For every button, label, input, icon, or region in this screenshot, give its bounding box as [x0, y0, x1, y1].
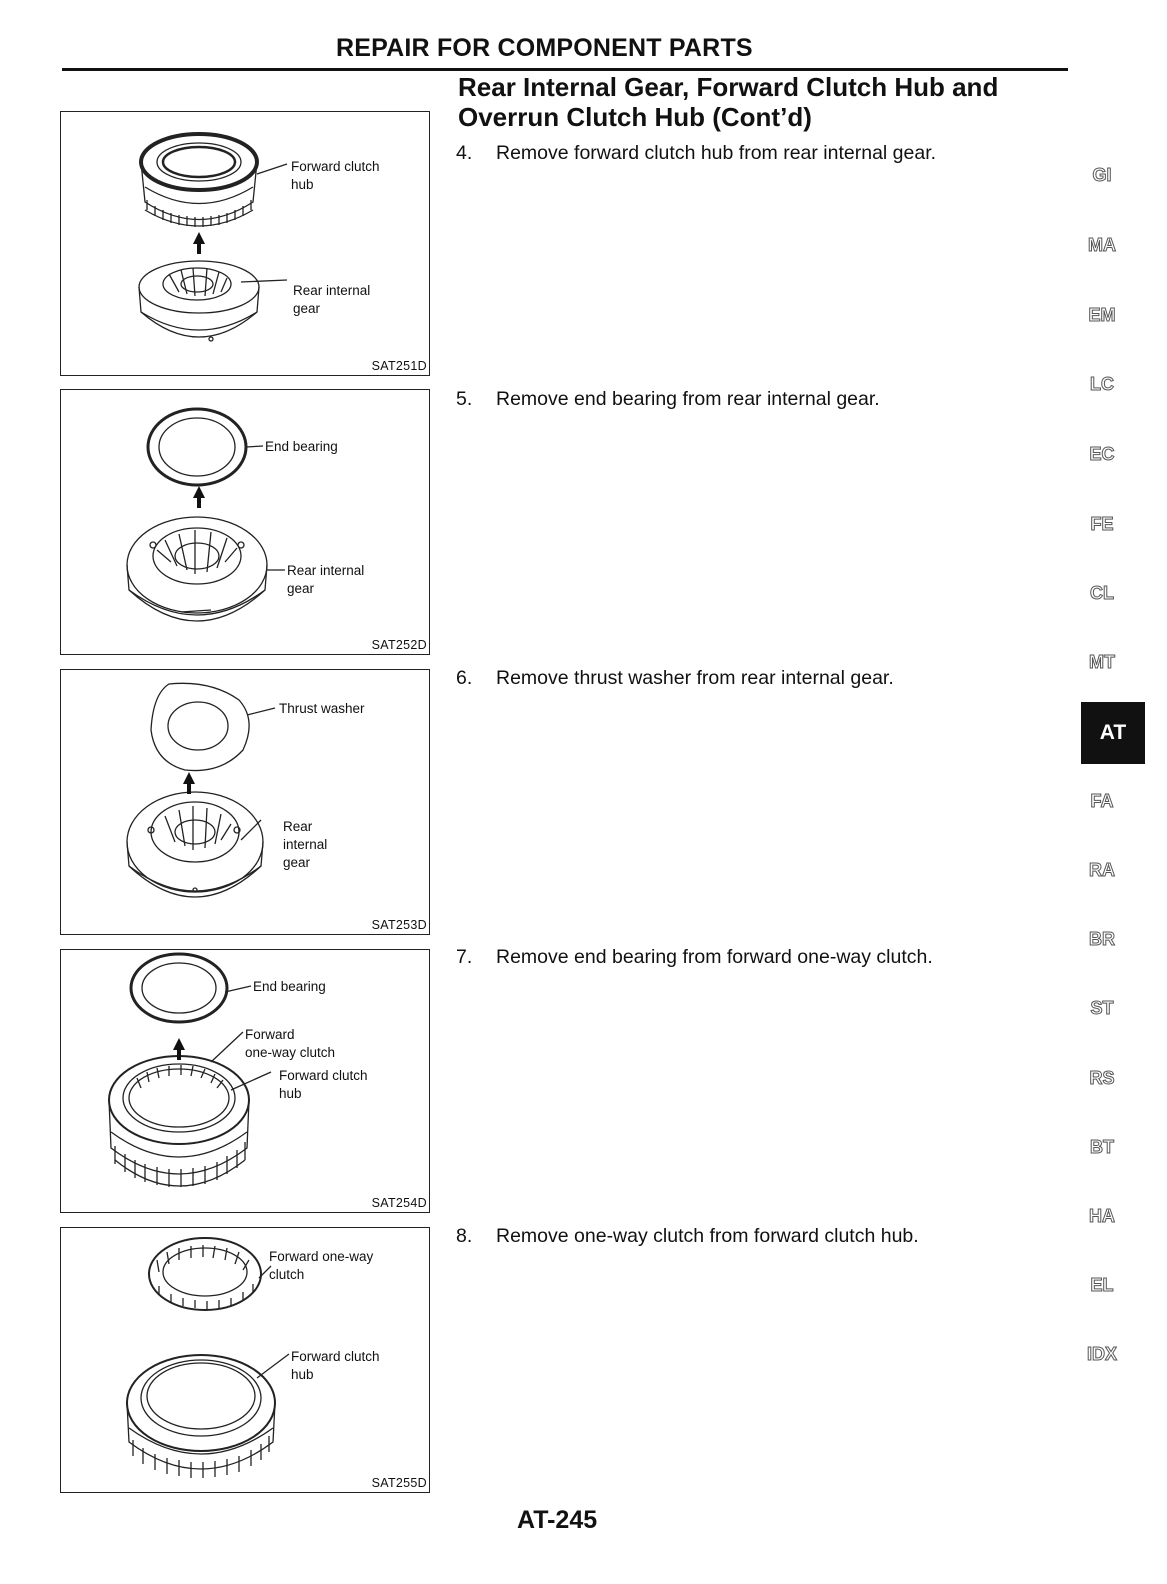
end-bearing-one-way-clutch-hub-illustration: [61, 950, 429, 1212]
figure-code: SAT253D: [371, 918, 427, 932]
side-tab-rs[interactable]: RS: [1089, 1068, 1115, 1088]
figure-code: SAT252D: [371, 638, 427, 652]
figure-code: SAT255D: [371, 1476, 427, 1490]
step-5: [456, 388, 880, 411]
side-tab-cl[interactable]: CL: [1090, 583, 1114, 603]
page-number: AT-245: [517, 1506, 598, 1534]
side-tab-gi[interactable]: GI: [1092, 165, 1112, 185]
label-forward-one-way-clutch: Forward one-way clutch: [269, 1249, 374, 1282]
step-text: Remove end bearing from forward one-way clutch.: [496, 946, 933, 968]
page-header-title: REPAIR FOR COMPONENT PARTS: [336, 34, 753, 62]
side-tab-idx[interactable]: IDX: [1086, 1344, 1117, 1364]
step-text: Remove forward clutch hub from rear internal gear.: [496, 142, 937, 164]
side-tab-bt[interactable]: BT: [1090, 1137, 1114, 1157]
figure-code: SAT254D: [371, 1196, 427, 1210]
side-tab-ha[interactable]: HA: [1089, 1206, 1115, 1226]
step-4: [456, 142, 936, 165]
side-tab-ra[interactable]: RA: [1089, 860, 1115, 880]
label-forward-one-way-clutch: Forward one-way clutch: [245, 1027, 336, 1060]
label-rear-internal-gear: Rear internal gear: [293, 283, 371, 316]
side-tab-fe[interactable]: FE: [1090, 514, 1114, 534]
step-number: 8.: [456, 1225, 473, 1247]
step-number: 4.: [456, 142, 473, 164]
step-text: Remove thrust washer from rear internal gear.: [496, 667, 894, 689]
step-number: 7.: [456, 946, 473, 968]
side-tab-el[interactable]: EL: [1090, 1275, 1114, 1295]
label-forward-clutch-hub: Forward clutch hub: [291, 1349, 380, 1382]
figure-sat251d: [60, 111, 430, 376]
label-rear-internal-gear: Rear internal gear: [283, 819, 328, 870]
step-7: [456, 946, 933, 969]
side-tab-em[interactable]: EM: [1088, 305, 1116, 325]
step-text: Remove end bearing from rear internal gear.: [496, 388, 880, 410]
label-end-bearing: End bearing: [253, 979, 326, 994]
thrust-washer-over-rear-internal-gear-illustration: [61, 670, 429, 934]
section-title: Rear Internal Gear, Forward Clutch Hub and Overrun Clutch Hub (Cont’d): [458, 72, 999, 132]
side-tab-br[interactable]: BR: [1089, 929, 1115, 949]
label-rear-internal-gear: Rear internal gear: [287, 563, 365, 596]
label-forward-clutch-hub: Forward clutch hub: [279, 1068, 368, 1101]
figure-sat254d: [60, 949, 430, 1213]
figure-sat253d: [60, 669, 430, 935]
figure-code: SAT251D: [371, 359, 427, 373]
side-tab-mt[interactable]: MT: [1089, 652, 1115, 672]
step-number: 6.: [456, 667, 473, 689]
step-6: [456, 667, 894, 690]
side-tab-at-active[interactable]: AT: [1081, 702, 1145, 764]
side-tab-ma[interactable]: MA: [1088, 235, 1116, 255]
header-rule: [62, 68, 1068, 71]
label-forward-clutch-hub: Forward clutch hub: [291, 159, 380, 192]
label-thrust-washer: Thrust washer: [279, 701, 365, 716]
figure-sat252d: [60, 389, 430, 655]
figure-sat255d: [60, 1227, 430, 1493]
side-tab-fa[interactable]: FA: [1090, 791, 1114, 811]
side-tab-lc[interactable]: LC: [1090, 374, 1114, 394]
forward-clutch-hub-over-rear-internal-gear-illustration: [61, 112, 429, 375]
step-8: [456, 1225, 919, 1248]
step-text: Remove one-way clutch from forward clutch hub.: [496, 1225, 919, 1247]
side-tab-ec[interactable]: EC: [1089, 444, 1115, 464]
step-number: 5.: [456, 388, 473, 410]
end-bearing-over-rear-internal-gear-illustration: [61, 390, 429, 654]
label-end-bearing: End bearing: [265, 439, 338, 454]
side-tab-st[interactable]: ST: [1090, 998, 1114, 1018]
